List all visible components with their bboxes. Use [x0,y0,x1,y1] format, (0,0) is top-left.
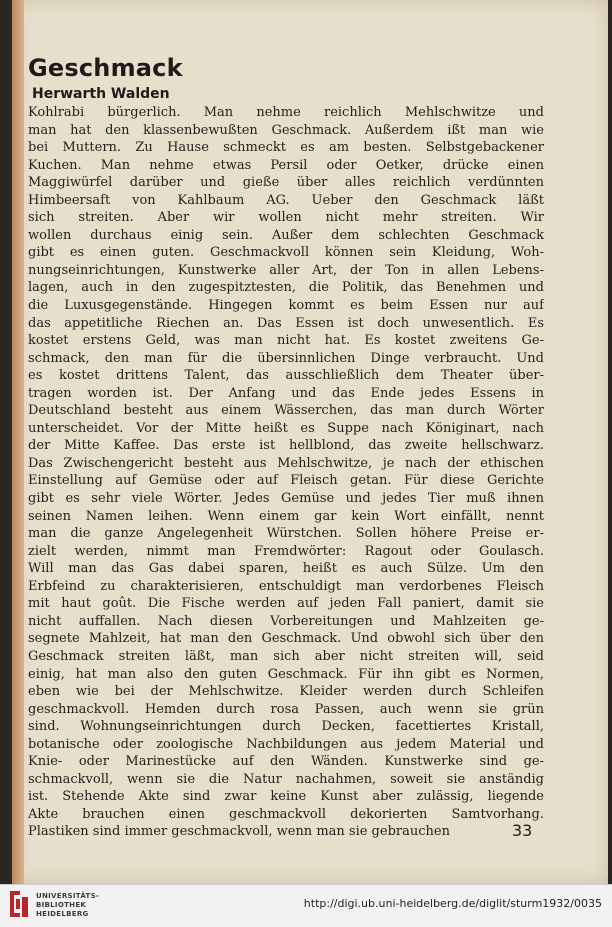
text-line: einig, hat man also den guten Geschmack. Für ihn gibt es Normen, [28,666,544,682]
library-name-line: BIBLIOTHEK [36,901,87,909]
library-name [36,892,99,919]
article-title: Geschmack [28,54,183,82]
text-line: Himbeersaft von Kahlbaum AG. Ueber den Geschmack läßt [28,192,544,208]
text-line: die Luxusgegenstände. Hingegen kommt es beim Essen nur auf [28,298,544,314]
text-line: kostet erstens Geld, was man nicht hat. Es kostet zweitens Ge- [28,333,544,349]
university-library-logo-icon[interactable] [6,889,32,919]
text-line: mit haut goût. Die Fische werden auf jeden Fall paniert, damit sie [28,596,544,612]
text-line: zielt werden, nimmt man Fremdwörter: Ragout oder Goulasch. [28,543,544,559]
text-line: man die ganze Angelegenheit Würstchen. Sollen höhere Preise er- [28,526,544,542]
text-line: tragen worden ist. Der Anfang und das Ende jedes Essens in [28,385,544,401]
text-line: gibt es einen guten. Geschmackvoll können sein Kleidung, Woh- [28,245,544,261]
text-line: segnete Mahlzeit, hat man den Geschmack. Und obwohl sich über den [28,631,544,647]
text-line: unterscheidet. Vor der Mitte heißt es Suppe nach Königinart, nach [28,420,544,436]
text-line: Einstellung auf Gemüse oder auf Fleisch getan. Für diese Gerichte [28,473,544,489]
article-author: Herwarth Walden [32,86,170,102]
text-line: geschmackvoll. Hemden durch rosa Passen, auch wenn sie grün [28,701,544,717]
page-number: 33 [512,821,533,840]
text-line: schmackvoll, wenn sie die Natur nachahmen, soweit sie anständig [28,771,544,787]
text-line: man hat den klassenbewußten Geschmack. Außerdem ißt man wie [28,122,544,138]
text-line: es kostet drittens Talent, das ausschließlich dem Theater über- [28,368,544,384]
text-line: gibt es sehr viele Wörter. Jedes Gemüse und jedes Tier muß ihnen [28,491,544,507]
library-name-line: HEIDELBERG [36,910,89,918]
scanned-page [12,0,608,884]
text-line: lagen, auch in den zugespitztesten, die Politik, das Benehmen und [28,280,544,296]
library-name-line: UNIVERSITÄTS- [36,892,100,900]
text-line: nicht auffallen. Nach diesen Vorbereitungen und Mahlzeiten ge- [28,613,544,629]
text-line: nungseinrichtungen, Kunstwerke aller Art, der Ton in allen Lebens- [28,262,544,278]
digital-source-link[interactable]: http://digi.ub.uni-heidelberg.de/diglit/sturm1932/0035 [303,897,602,910]
text-line: botanische oder zoologische Nachbildungen aus jedem Material und [28,736,544,752]
text-line: Das Zwischengericht besteht aus Mehlschwitze, je nach der ethischen [28,455,544,471]
text-line: eben wie bei der Mehlschwitze. Kleider werden durch Schleifen [28,684,544,700]
text-line: Maggiwürfel darüber und gieße über alles reichlich verdünnten [28,175,544,191]
footer-bar [0,884,612,927]
text-line: Akte brauchen einen geschmackvoll dekorierten Samtvorhang. [28,806,544,822]
text-line: schmack, den man für die übersinnlichen Dinge verbraucht. Und [28,350,544,366]
text-line: ist. Stehende Akte sind zwar keine Kunst aber zulässig, liegende [28,789,544,805]
text-line: Knie- oder Marinestücke auf den Wänden. Kunstwerke sind ge- [28,754,544,770]
text-line: sind. Wohnungseinrichtungen durch Decken, facettiertes Kristall, [28,719,544,735]
text-line: bei Muttern. Zu Hause schmeckt es am besten. Selbstgebackener [28,140,544,156]
text-line: der Mitte Kaffee. Das erste ist hellblond, das zweite hellschwarz. [28,438,544,454]
text-line: Plastiken sind immer geschmackvoll, wenn man sie gebrauchen [28,824,450,840]
text-line: Deutschland besteht aus einem Wässerchen, das man durch Wörter [28,403,544,419]
text-line: das appetitliche Riechen an. Das Essen ist doch unwesentlich. Es [28,315,544,331]
page-edge [12,0,24,884]
text-line: Will man das Gas dabei sparen, heißt es auch Sülze. Um den [28,561,544,577]
text-line: Kuchen. Man nehme etwas Persil oder Oetker, drücke einen [28,157,544,173]
text-line: seinen Namen leihen. Wenn einem gar kein Wort einfällt, nennt [28,508,544,524]
text-line: Geschmack streiten läßt, man sich aber nicht streiten will, seid [28,648,544,664]
text-line: wollen durchaus einig sein. Außer dem schlechten Geschmack [28,227,544,243]
text-line: Kohlrabi bürgerlich. Man nehme reichlich Mehlschwitze und [28,105,544,120]
article-body [28,104,544,841]
text-line: sich streiten. Aber wir wollen nicht mehr streiten. Wir [28,210,544,226]
text-line: Erbfeind zu charakterisieren, entschuldigt man verdorbenes Fleisch [28,578,544,594]
